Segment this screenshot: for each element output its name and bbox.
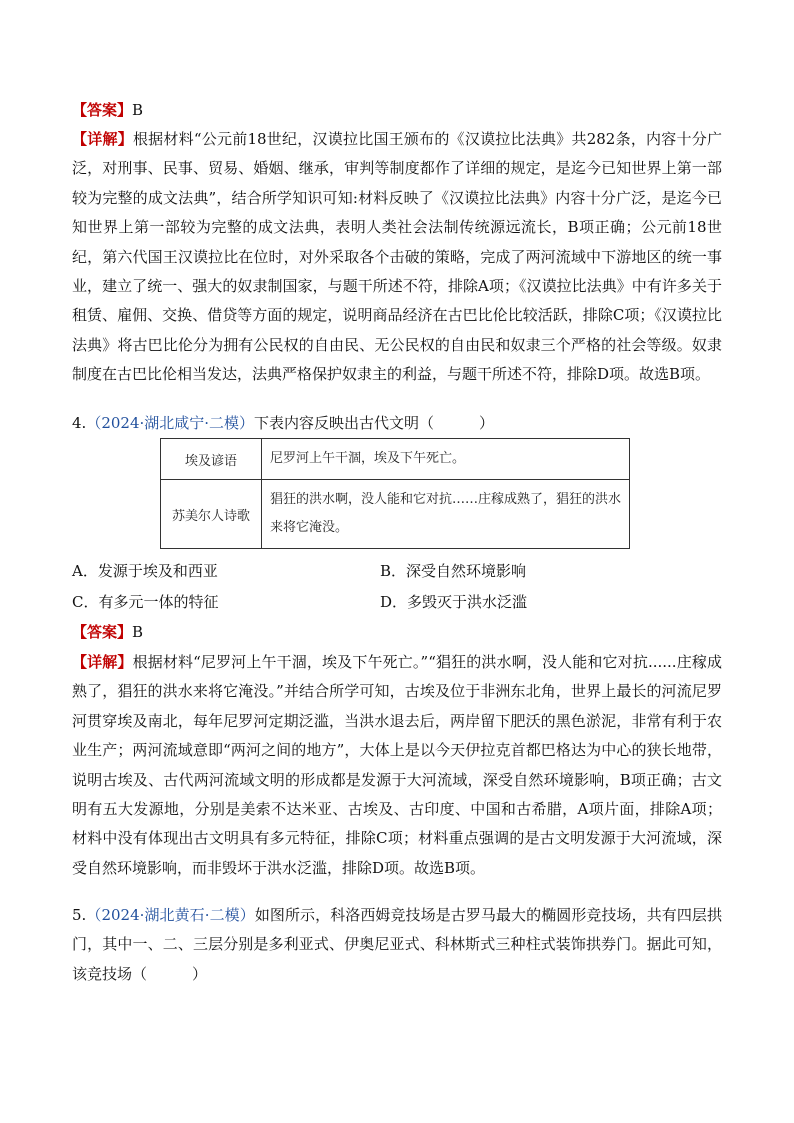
table-value: 尼罗河上午干涸，埃及下午死亡。 [262,439,630,480]
q4-detail [72,648,722,883]
detail-label: 【详解】 [72,653,133,671]
table-row [161,439,630,480]
question-number: 4. [72,414,87,432]
question-text: 如图所示，科洛西姆竞技场是古罗马最大的椭圆形竞技场，共有四层拱门，其中一、二、三层分别是多利亚式、伊奥尼亚式、科林斯式三种柱式装饰拱券门。据此可知，该竞技场（ ） [72,906,722,983]
detail-text: 根据材料“公元前18世纪，汉谟拉比国王颁布的《汉谟拉比法典》共282条，内容十分广泛，对刑事、民事、贸易、婚姻、继承，审判等制度都作了详细的规定，是迄今已知世界上第一部较为完整的成文法典”，结合所学知识可知:材料反映了《汉谟拉比法典》内容十分广泛，是迄今已知世界上第一部较为完整的成文法典，表明人类社会法制传统源远流长，B项正确；公元前18世纪，第六代国王汉谟拉比在位时，对外采取各个击破的策略，完成了两河流域中下游地区的统一事业，建立了统一、强大的奴隶制国家，与题干所述不符，排除A项；《汉谟拉比法典》中有许多关于租赁、雇佣、交换、借贷等方面的规定，说明商品经济在古巴比伦比较活跃，排除C项；《汉谟拉比法典》将古巴比伦分为拥有公民权的自由民、无公民权的自由民和奴隶三个严格的社会等级。奴隶制度在古巴比伦相当发达，法典严格保护奴隶主的利益，与题干所述不符，排除D项。故选B项。 [72,130,722,384]
q5-stem [72,901,722,989]
detail-label: 【详解】 [72,130,133,148]
detail-text: 根据材料“尼罗河上午干涸，埃及下午死亡。”“猖狂的洪水啊，没人能和它对抗......庄稼成熟了，猖狂的洪水来将它淹没。”并结合所学可知，古埃及位于非洲东北角，世界上最长的河流尼罗河贯穿埃及南北，每年尼罗河定期泛滥，当洪水退去后，两岸留下肥沃的黑色淤泥，非常有利于农业生产；两河流域意即“两河之间的地方”，大体上是以今天伊拉克首都巴格达为中心的狭长地带，说明古埃及、古代两河流域文明的形成都是发源于大河流域，深受自然环境影响，B项正确；古文明有五大发源地，分别是美索不达米亚、古埃及、古印度、中国和古希腊，A项片面，排除A项；材料中没有体现出古文明具有多元特征，排除C项；材料重点强调的是古文明发源于大河流域，深受自然环境影响，而非毁坏于洪水泛滥，排除D项。故选B项。 [72,653,722,877]
q4-answer [72,618,722,647]
question-text: 下表内容反映出古代文明（ ） [254,414,495,432]
q3-detail [72,125,722,390]
answer-label: 【答案】 [72,101,133,119]
answer-value: B [132,623,144,641]
question-number: 5. [72,906,87,924]
option-c: C．有多元一体的特征 [72,593,219,611]
table-key: 苏美尔人诗歌 [161,480,262,549]
answer-value: B [132,101,144,119]
table-row [161,480,630,549]
option-a: A．发源于埃及和西亚 [72,562,218,580]
q3-answer [72,96,722,125]
option-b: B．深受自然环境影响 [380,562,527,580]
material-table [160,438,630,549]
option-d: D．多毁灭于洪水泛滥 [380,593,528,611]
answer-label: 【答案】 [72,623,133,641]
q4-stem [72,409,722,438]
table-key: 埃及谚语 [161,439,262,480]
table-value: 猖狂的洪水啊，没人能和它对抗……庄稼成熟了，猖狂的洪水来将它淹没。 [262,480,630,549]
question-source: （2024·湖北咸宁·二模） [86,414,255,432]
question-source: （2024·湖北黄石·二模） [86,906,255,924]
